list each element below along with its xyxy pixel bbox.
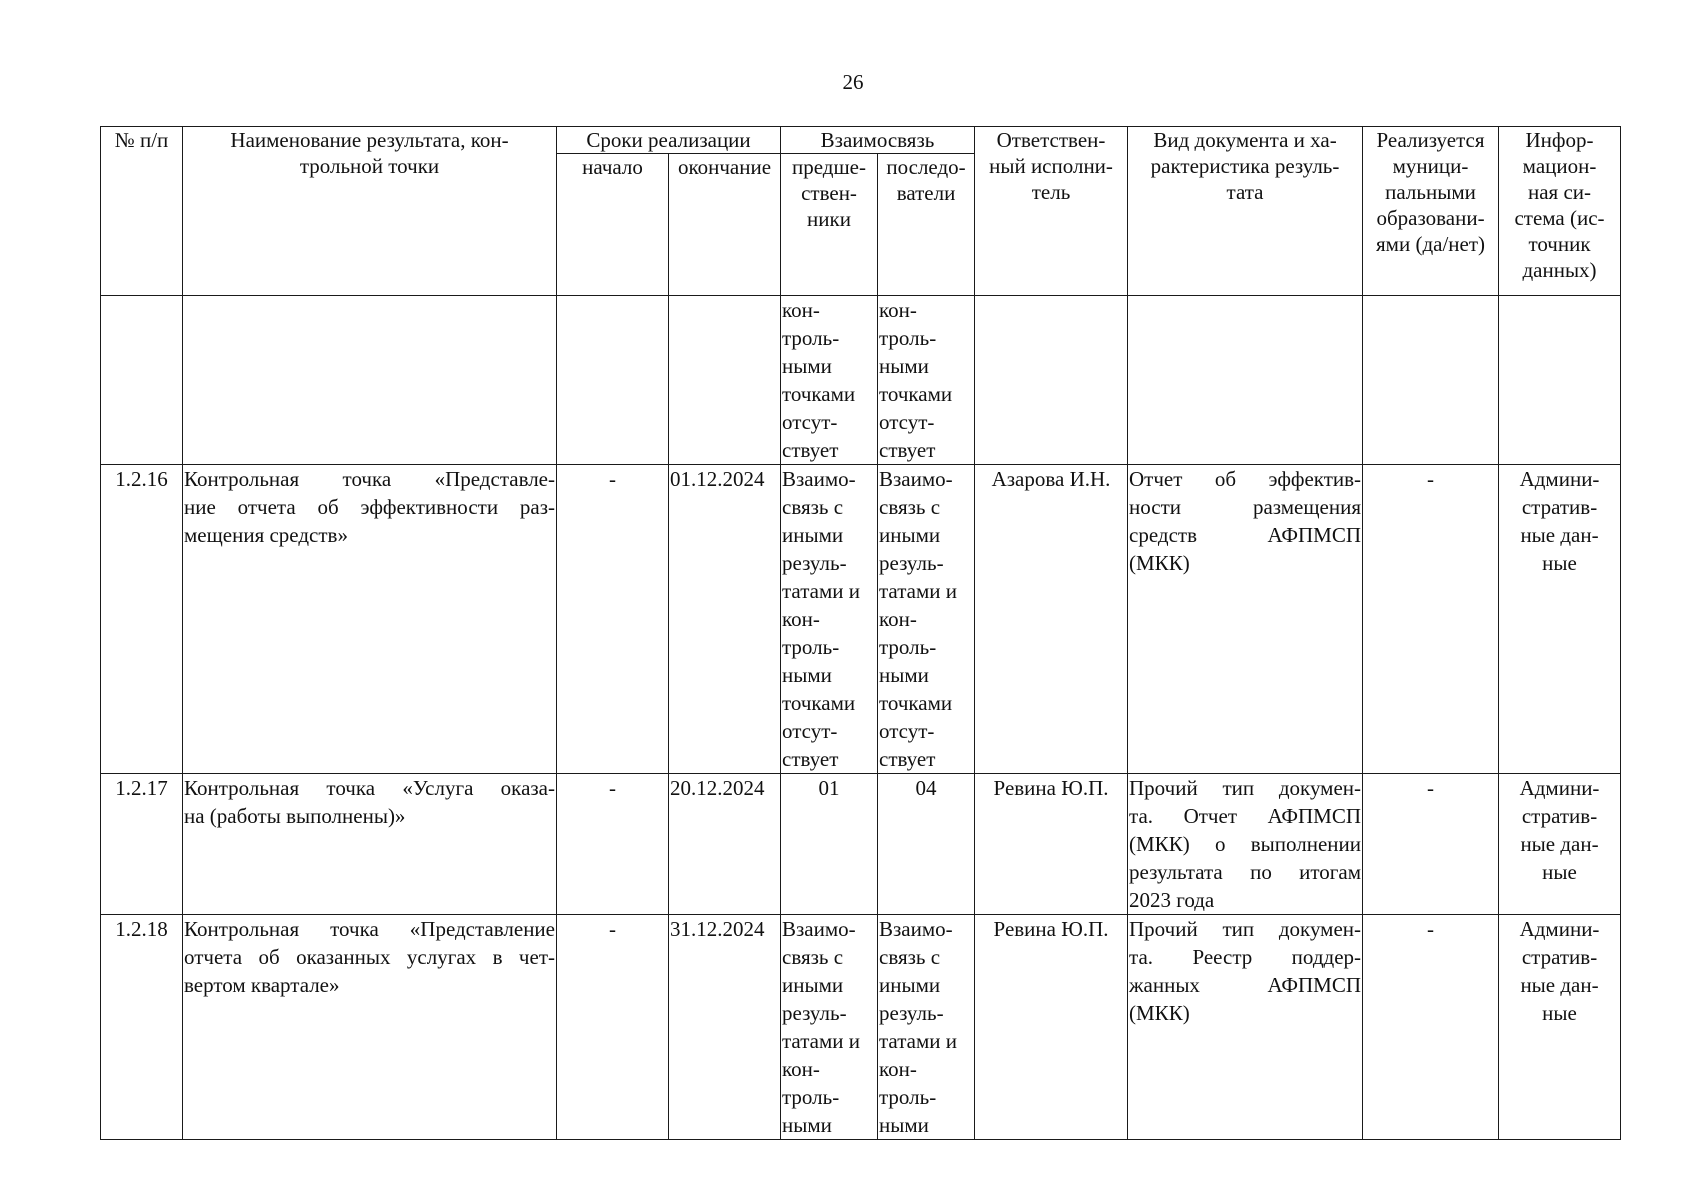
information-system-line: ные [1542,1001,1577,1025]
header-predecessors-line: ствен- [801,181,857,205]
page-number: 26 [842,70,864,94]
result-name [183,296,557,465]
successors-line: 04 [915,776,937,800]
successors-line: иными [879,973,941,997]
successors-line: связь с [879,495,941,519]
header-doc-type-line: Вид документа и ха- [1153,128,1337,152]
table-header [101,127,1621,296]
table-body [101,296,1621,1140]
header-start: начало [557,154,669,296]
successors-line: ными [879,354,929,378]
predecessors [781,465,878,774]
header-terms: Сроки реализации [557,127,781,154]
document-type-line: та. Отчет АФПМСП [1129,804,1362,828]
result-name-line: Контрольная точка «Представле- [184,467,555,491]
successors-line: троль- [879,1085,937,1109]
header-doc-type-line: тата [1226,180,1264,204]
result-name-line: мещения средств» [184,523,348,547]
successors-line: отсут- [879,410,935,434]
document-type-line: Прочий тип докумен- [1129,776,1362,800]
document-type-line: средств АФПМСП [1129,523,1362,547]
predecessors [781,296,878,465]
header-municipal-line: Реализуется [1376,128,1485,152]
header-doc-type-line: рактеристика резуль- [1150,154,1340,178]
information-system-line: Админи- [1519,776,1600,800]
document-type-line: Прочий тип докумен- [1129,917,1362,941]
successors-line: резуль- [879,1001,944,1025]
header-municipal-line: пальными [1385,180,1476,204]
successors [878,296,975,465]
result-name-line: вертом квартале» [184,973,340,997]
document-type [1128,915,1363,1140]
successors-line: троль- [879,635,937,659]
header-predecessors [781,154,878,296]
header-municipal-line: образовани- [1376,206,1485,230]
document-type-line: результата по итогам [1129,860,1362,884]
successors-line: кон- [879,298,917,322]
header-infosys-line: точник [1528,232,1591,256]
predecessors-line: 01 [818,776,840,800]
header-municipal-line: муници- [1392,154,1469,178]
information-system-line: ные дан- [1520,832,1599,856]
successors-line: ствует [879,438,936,462]
header-successors [878,154,975,296]
document-type-line: (МКК) [1129,551,1190,575]
result-name-line: Контрольная точка «Услуга оказа- [184,776,555,800]
predecessors-line: кон- [782,1057,820,1081]
header-relation: Взаимосвязь [781,127,975,154]
successors [878,774,975,915]
start-date [557,296,669,465]
result-name [183,774,557,915]
information-system [1499,296,1621,465]
predecessors-line: связь с [782,495,844,519]
successors-line: резуль- [879,551,944,575]
document-type-line: 2023 года [1129,888,1215,912]
information-system-line: стратив- [1521,945,1598,969]
predecessors-line: Взаимо- [782,917,856,941]
predecessors-line: троль- [782,1085,840,1109]
municipal-flag [1363,296,1499,465]
control-points-table [100,126,1621,1140]
document-type [1128,465,1363,774]
predecessors-line: татами и [782,579,860,603]
document-type-line: жанных АФПМСП [1129,973,1362,997]
header-name [183,127,557,296]
table-row [101,774,1621,915]
information-system-line: ные [1542,860,1577,884]
header-end: окончание [669,154,781,296]
predecessors-line: ными [782,1113,832,1137]
responsible-person: Ревина Ю.П. [975,774,1128,915]
document-type-line: (МКК) [1129,1001,1190,1025]
predecessors-line: троль- [782,326,840,350]
responsible-person: Ревина Ю.П. [975,915,1128,1140]
header-responsible-line: Ответствен- [996,128,1106,152]
predecessors-line: резуль- [782,1001,847,1025]
header-infosys-line: ная си- [1528,180,1592,204]
information-system [1499,774,1621,915]
header-responsible-line: ный исполни- [989,154,1113,178]
row-number [101,296,183,465]
information-system-line: ные [1542,551,1577,575]
header-successors-line: последо- [886,155,966,179]
table-row [101,915,1621,1140]
header-name-line: трольной точки [299,154,440,178]
predecessors-line: ными [782,663,832,687]
end-date: 31.12.2024 [669,915,781,1140]
predecessors-line: резуль- [782,551,847,575]
successors-line: точками [879,382,953,406]
header-name-line: Наименование результата, кон- [230,128,509,152]
predecessors-line: связь с [782,945,844,969]
successors-line: ными [879,1113,929,1137]
header-predecessors-line: предше- [792,155,866,179]
predecessors-line: ными [782,354,832,378]
predecessors-line: троль- [782,635,840,659]
successors-line: Взаимо- [879,467,953,491]
successors [878,915,975,1140]
responsible-person [975,296,1128,465]
municipal-flag: - [1363,465,1499,774]
predecessors-line: ствует [782,747,839,771]
table-row [101,296,1621,465]
successors-line: ствует [879,747,936,771]
predecessors [781,774,878,915]
end-date [669,296,781,465]
municipal-flag: - [1363,774,1499,915]
header-municipal-line: ями (да/нет) [1376,232,1486,256]
header-num: № п/п [101,127,183,296]
result-name-line: ние отчета об эффективности раз- [184,495,555,519]
successors-line: татами и [879,1029,957,1053]
result-name-line: отчета об оказанных услугах в чет- [184,945,555,969]
end-date: 01.12.2024 [669,465,781,774]
information-system-line: Админи- [1519,917,1600,941]
header-infosys-line: мацион- [1522,154,1597,178]
header-infosys-line: Инфор- [1525,128,1594,152]
municipal-flag: - [1363,915,1499,1140]
successors-line: кон- [879,1057,917,1081]
successors-line: иными [879,523,941,547]
header-doc-type [1128,127,1363,296]
row-number: 1.2.17 [101,774,183,915]
successors-line: татами и [879,579,957,603]
header-predecessors-line: ники [807,207,851,231]
document-type [1128,296,1363,465]
header-infosys [1499,127,1621,296]
start-date: - [557,915,669,1140]
document-type-line: ности размещения [1129,495,1362,519]
table-row [101,465,1621,774]
document-type-line: Отчет об эффектив- [1129,467,1362,491]
start-date: - [557,465,669,774]
header-infosys-line: данных) [1522,258,1597,282]
header-responsible [975,127,1128,296]
successors-line: ными [879,663,929,687]
result-name-line: Контрольная точка «Представление [184,917,555,941]
header-responsible-line: тель [1031,180,1071,204]
predecessors-line: точками [782,691,856,715]
successors-line: связь с [879,945,941,969]
successors-line: отсут- [879,719,935,743]
successors-line: Взаимо- [879,917,953,941]
predecessors-line: отсут- [782,410,838,434]
information-system-line: стратив- [1521,804,1598,828]
document-type [1128,774,1363,915]
document-type-line: та. Реестр поддер- [1129,945,1362,969]
document-type-line: (МКК) о выполнении [1129,832,1362,856]
predecessors-line: ствует [782,438,839,462]
header-successors-line: ватели [896,181,956,205]
predecessors-line: иными [782,973,844,997]
information-system-line: ные дан- [1520,523,1599,547]
information-system-line: Админи- [1519,467,1600,491]
successors [878,465,975,774]
start-date: - [557,774,669,915]
result-name [183,465,557,774]
predecessors-line: точками [782,382,856,406]
successors-line: троль- [879,326,937,350]
predecessors-line: кон- [782,607,820,631]
predecessors-line: отсут- [782,719,838,743]
information-system [1499,465,1621,774]
information-system [1499,915,1621,1140]
header-municipal [1363,127,1499,296]
end-date: 20.12.2024 [669,774,781,915]
result-name-line: на (работы выполнены)» [184,804,406,828]
predecessors-line: Взаимо- [782,467,856,491]
row-number: 1.2.16 [101,465,183,774]
predecessors-line: татами и [782,1029,860,1053]
successors-line: точками [879,691,953,715]
predecessors-line: иными [782,523,844,547]
row-number: 1.2.18 [101,915,183,1140]
successors-line: кон- [879,607,917,631]
responsible-person: Азарова И.Н. [975,465,1128,774]
result-name [183,915,557,1140]
header-infosys-line: стема (ис- [1514,206,1605,230]
information-system-line: стратив- [1521,495,1598,519]
predecessors [781,915,878,1140]
predecessors-line: кон- [782,298,820,322]
information-system-line: ные дан- [1520,973,1599,997]
